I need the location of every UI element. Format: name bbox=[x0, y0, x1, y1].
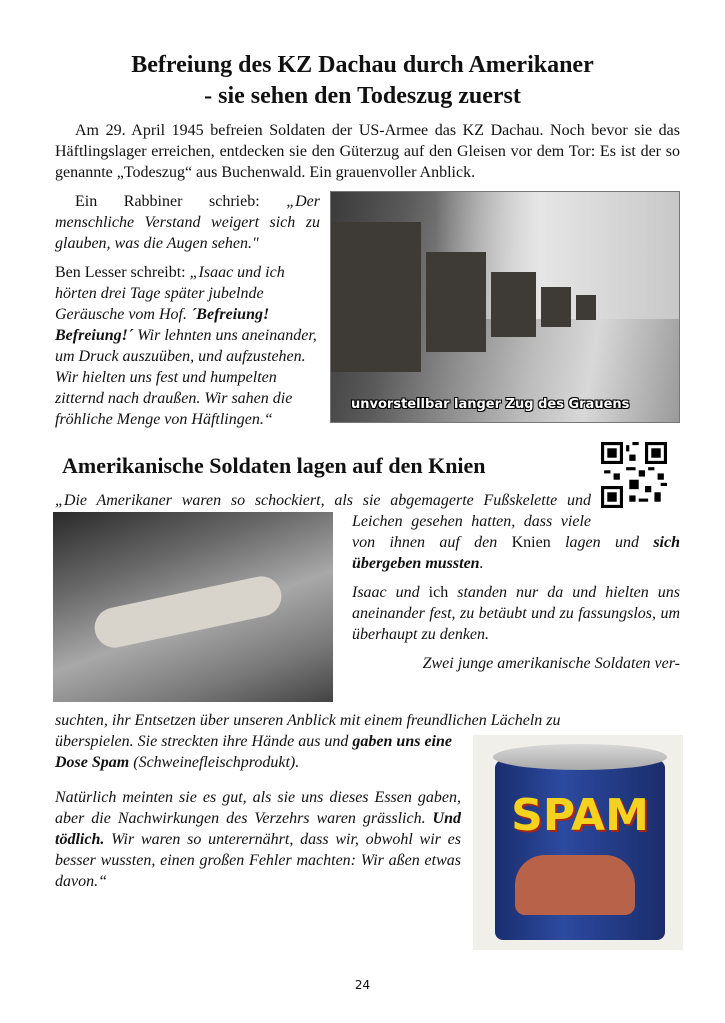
text: ich bbox=[428, 584, 449, 601]
text: Natürlich meinten sie es gut, als sie uns dieses Essen gaben, aber die Nachwirkungen des Verzehrs waren grässlich. bbox=[55, 789, 461, 827]
ben-bold: ´Befreiung! Befreiung!´ bbox=[55, 306, 270, 344]
text: Isaac und bbox=[352, 584, 429, 601]
prisoner-photo bbox=[53, 512, 333, 702]
text: lagen und bbox=[550, 534, 654, 551]
page-content bbox=[55, 50, 680, 958]
train-photo bbox=[330, 191, 680, 423]
text: Knien bbox=[511, 534, 551, 551]
ben-lead: Ben Lesser schreibt: bbox=[55, 264, 190, 281]
text: standen nur da und hielten uns aneinander fest, zu betäubt und zu fassungslos, um überhaupt zu denken. bbox=[352, 584, 681, 643]
section-heading: Amerikanische Soldaten lagen auf den Knien bbox=[62, 453, 486, 478]
page-number: 24 bbox=[354, 978, 371, 992]
text: . bbox=[479, 555, 484, 572]
text: „Die Amerikaner waren so schockiert, als sie abgemagerte Fußskelette und Leichen gesehen hatten, dass viele von ihnen auf den bbox=[55, 492, 591, 551]
bold-text: sich übergeben mussten bbox=[352, 534, 680, 572]
zwei-line-1: Zwei junge amerikanische Soldaten ver- bbox=[422, 655, 680, 672]
ben-quote-2: Wir lehnten uns aneinander, um Druck auszuüben, und aufzustehen. Wir hielten uns fest und humpelten zitternd nach draußen. Wir sahen die fröhliche Menge von Häftlingen.“ bbox=[55, 327, 317, 428]
zwei-line-2: suchten, ihr Entsetzen über unseren Anblick mit einem freundlichen Lächeln zu bbox=[55, 712, 561, 729]
spam-logo: SPAM bbox=[511, 790, 649, 841]
text: überspielen. Sie streckten ihre Hände aus und bbox=[55, 733, 353, 750]
bold-text: Und tödlich. bbox=[55, 810, 461, 848]
text: Wir waren so unterernährt, dass wir, obwohl wir es besser wussten, einen großen Fehler machten: Wir aßen etwas davon.“ bbox=[55, 831, 461, 890]
photo-caption: unvorstellbar langer Zug des Grauens bbox=[351, 397, 630, 412]
bold-text: gaben uns eine Dose Spam bbox=[55, 733, 452, 771]
rabbi-quote: „Der menschliche Verstand weigert sich zu glauben, was die Augen sehen." bbox=[55, 193, 320, 252]
rabbi-lead: Ein Rabbiner schrieb: bbox=[75, 193, 287, 210]
title-line-1: Befreiung des KZ Dachau durch Amerikaner bbox=[131, 52, 594, 78]
spam-can-photo bbox=[473, 735, 683, 950]
qr-code-icon[interactable] bbox=[601, 442, 667, 508]
intro-paragraph: Am 29. April 1945 befreien Soldaten der US-Armee das KZ Dachau. Noch bevor sie das Häftlingslager erreichen, entdecken sie den Güterzug auf den Gleisen vor dem Tor: Es ist der so genannte „Todeszug“ aus Buchenwald. Ein grauenvoller Anblick. bbox=[55, 122, 680, 181]
page-title bbox=[0, 50, 725, 112]
title-line-2: - sie sehen den Todeszug zuerst bbox=[204, 83, 521, 109]
text: (Schweinefleischprodukt). bbox=[129, 754, 300, 771]
ben-quote-1: „Isaac und ich hörten drei Tage später jubelnde Geräusche vom Hof. bbox=[55, 264, 285, 323]
